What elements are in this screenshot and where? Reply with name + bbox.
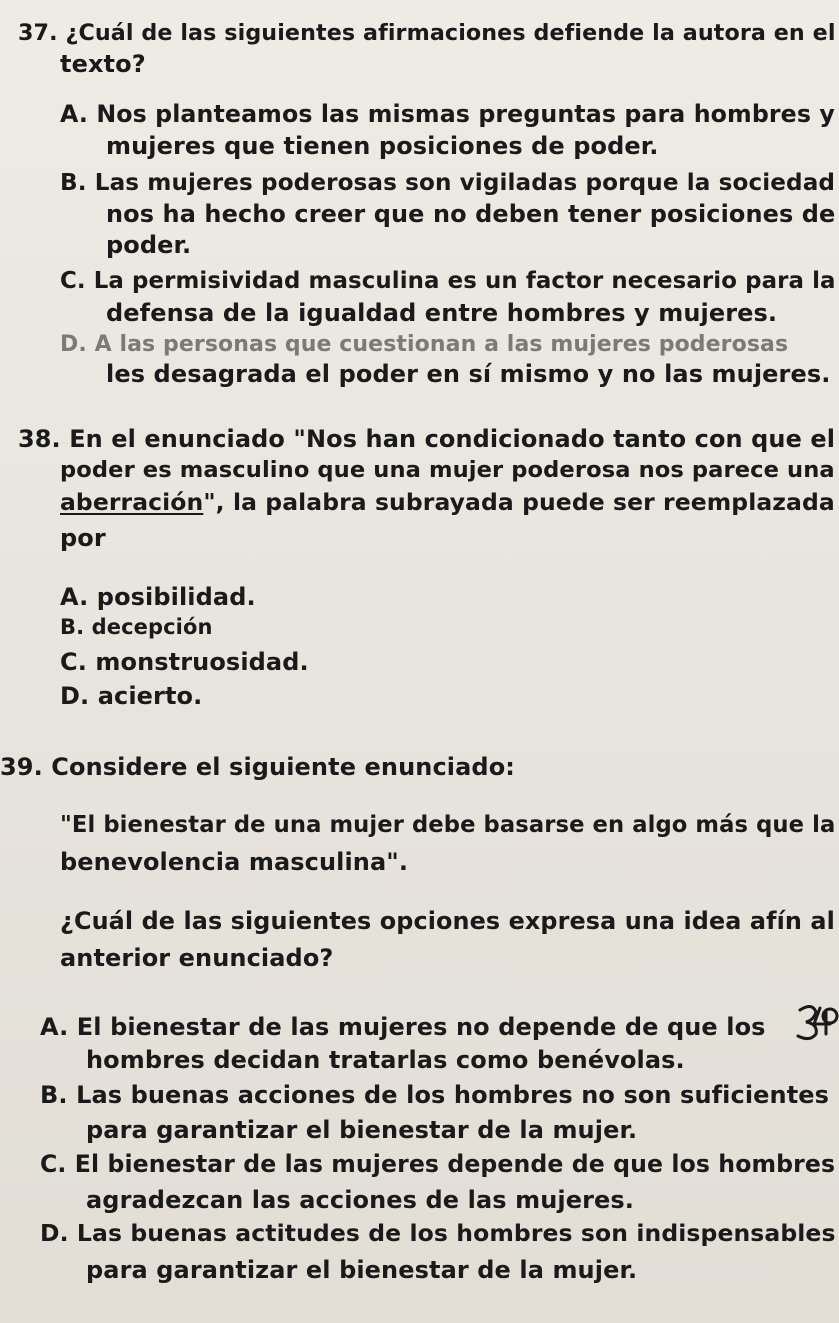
q38-stem-line-3-after: ", la palabra subrayada puede ser reemplazada (203, 488, 835, 516)
q37-option-a-line-2: mujeres que tienen posiciones de poder. (106, 132, 659, 160)
q37-stem-line-1: 37. ¿Cuál de las siguientes afirmaciones defiende la autora en el (18, 20, 836, 46)
q37-option-d-line-1: D. A las personas que cuestionan a las mujeres poderosas (60, 332, 789, 357)
q38-stem-line-2: poder es masculino que una mujer poderosa nos parece una (60, 457, 835, 483)
q39-option-b-line-1: B. Las buenas acciones de los hombres no son suficientes (40, 1081, 830, 1109)
q39-question-line-1: ¿Cuál de las siguientes opciones expresa una idea afín al (60, 907, 835, 935)
q37-option-b-line-2: nos ha hecho creer que no deben tener posiciones de (106, 200, 836, 228)
q38-option-b[interactable]: B. decepción (60, 615, 213, 639)
q39-option-d-line-1: D. Las buenas actitudes de los hombres son indispensables (40, 1219, 836, 1247)
q39-option-a-line-1: A. El bienestar de las mujeres no depende de que los (40, 1013, 766, 1041)
q39-option-b-line-2: para garantizar el bienestar de la mujer. (86, 1116, 638, 1144)
q37-option-b-line-3: poder. (106, 231, 192, 259)
q38-option-c[interactable]: C. monstruosidad. (60, 648, 309, 676)
q38-stem-line-3 (60, 488, 835, 516)
q38-underlined-word: aberración (60, 488, 204, 516)
q39-stem: 39. Considere el siguiente enunciado: (0, 753, 515, 781)
q39-option-d-line-2: para garantizar el bienestar de la mujer. (86, 1256, 638, 1284)
q39-option-c-line-2: agradezcan las acciones de las mujeres. (86, 1186, 635, 1214)
q37-option-c-line-2: defensa de la igualdad entre hombres y mujeres. (106, 299, 778, 327)
q39-quote-line-2: benevolencia masculina". (60, 848, 409, 876)
q37-option-b-line-1: B. Las mujeres poderosas son vigiladas porque la sociedad (60, 170, 836, 196)
q39-option-c-line-1: C. El bienestar de las mujeres depende de que los hombres (40, 1150, 836, 1178)
q37-option-a-line-1: A. Nos planteamos las mismas preguntas para hombres y (60, 100, 835, 128)
q39-question-line-2: anterior enunciado? (60, 944, 334, 972)
q39-option-a-line-2: hombres decidan tratarlas como benévolas. (86, 1046, 685, 1074)
q38-stem-line-1: 38. En el enunciado "Nos han condicionado tanto con que el (18, 425, 836, 453)
q38-option-a[interactable]: A. posibilidad. (60, 583, 256, 611)
q37-stem-line-2: texto? (60, 50, 146, 78)
handwritten-note-icon (780, 1000, 839, 1060)
q37-option-c-line-1: C. La permisividad masculina es un factor necesario para la (60, 268, 836, 294)
q38-stem-line-4: por (60, 524, 106, 552)
q39-quote-line-1: "El bienestar de una mujer debe basarse en algo más que la (60, 812, 836, 838)
q37-option-d-line-2: les desagrada el poder en sí mismo y no las mujeres. (106, 360, 831, 388)
q38-option-d[interactable]: D. acierto. (60, 682, 203, 710)
